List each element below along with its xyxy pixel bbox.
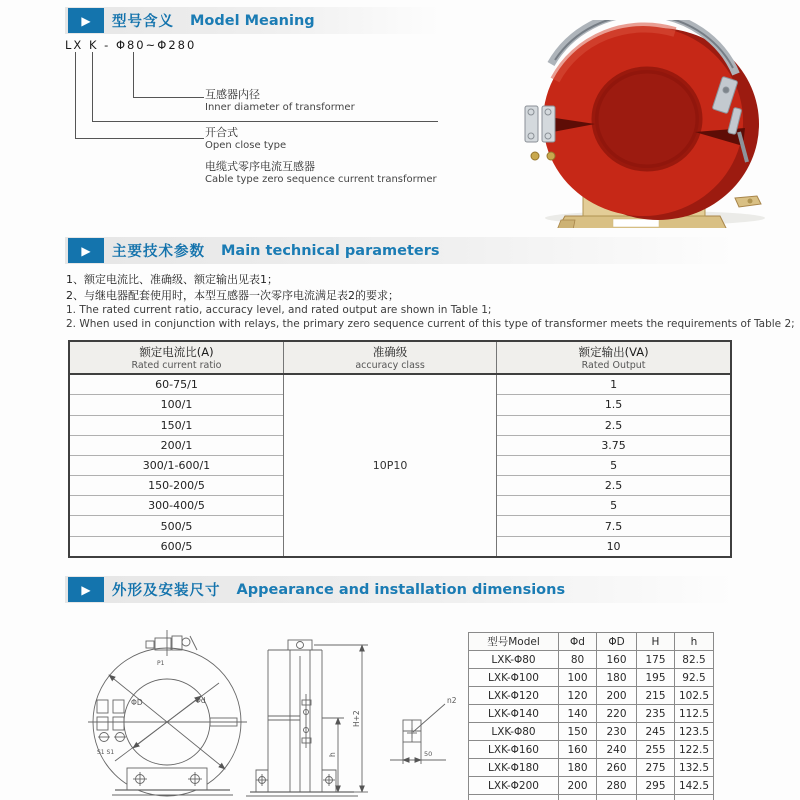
detail-dim-label: 50 <box>424 750 433 758</box>
section-title-zh: 主要技术参数 <box>112 244 205 260</box>
dimension-cell: 200 <box>597 687 637 705</box>
table2-row <box>469 723 714 741</box>
side-view-drawing <box>246 640 368 796</box>
table2-header-row <box>469 633 714 651</box>
ratio-cell: 100/1 <box>69 395 283 415</box>
detail-label: n2 <box>447 696 457 705</box>
section-header-model-meaning <box>65 7 440 34</box>
table2-header-cell: 型号Model <box>469 633 559 651</box>
table2-row <box>469 777 714 795</box>
dimension-cell: 200 <box>559 777 597 795</box>
detail-view-drawing <box>390 704 446 764</box>
dimension-cell: 275 <box>637 759 675 777</box>
play-triangle-icon: ▶ <box>68 238 104 263</box>
dimension-cell: 180 <box>597 669 637 687</box>
section-title-zh: 外形及安装尺寸 <box>112 583 221 599</box>
ratio-cell: 200/1 <box>69 435 283 455</box>
dimension-cell: 112.5 <box>675 705 714 723</box>
dimension-cell: 92.5 <box>675 669 714 687</box>
model-label <box>205 160 437 186</box>
model-label <box>205 88 355 114</box>
dimension-cell: 280 <box>597 777 637 795</box>
output-cell: 2.5 <box>497 476 731 496</box>
section-title-en: Model Meaning <box>190 12 315 29</box>
dimension-cell <box>559 795 597 800</box>
dimension-cell: 80 <box>559 651 597 669</box>
table2-row <box>469 687 714 705</box>
dimension-cell: 230 <box>597 723 637 741</box>
dimension-cell: 150 <box>559 723 597 741</box>
model-cell: LXK-Φ160 <box>469 741 559 759</box>
dimension-cell: 120 <box>559 687 597 705</box>
model-cell: LXK-Φ100 <box>469 669 559 687</box>
dimension-cell: 82.5 <box>675 651 714 669</box>
dimension-cell <box>597 795 637 800</box>
dimension-cell: 235 <box>637 705 675 723</box>
table2-row <box>469 651 714 669</box>
section-title-zh: 型号含义 <box>112 14 174 30</box>
dimension-cell: 140 <box>559 705 597 723</box>
dimension-cell: 160 <box>597 651 637 669</box>
dimension-cell: 240 <box>597 741 637 759</box>
output-cell: 5 <box>497 455 731 475</box>
table2-header-cell: h <box>675 633 714 651</box>
header-rated-output: 额定输出(VA) Rated Output <box>497 341 731 374</box>
front-top-label: P1 <box>157 660 165 667</box>
height-dim-label: H+2 <box>352 710 361 727</box>
output-cell: 5 <box>497 496 731 516</box>
model-label-en: Open close type <box>205 140 287 151</box>
dimension-cell <box>637 795 675 800</box>
table2-header-cell: Φd <box>559 633 597 651</box>
technical-parameters-table <box>68 340 732 558</box>
header-accuracy-class: 准确级 accuracy class <box>283 341 496 374</box>
play-triangle-icon: ▶ <box>68 577 104 602</box>
inner-diameter-label: Φd <box>195 696 206 705</box>
secondary-terminals <box>525 106 555 160</box>
ratio-cell: 150/1 <box>69 415 283 435</box>
dimension-cell: 122.5 <box>675 741 714 759</box>
table2-header-cell: H <box>637 633 675 651</box>
output-cell: 1 <box>497 374 731 395</box>
dimension-cell: 255 <box>637 741 675 759</box>
model-label-zh: 开合式 <box>205 126 238 139</box>
table1-row <box>69 374 731 395</box>
dimension-cell: 142.5 <box>675 777 714 795</box>
front-view-drawing <box>88 630 247 796</box>
output-cell: 10 <box>497 536 731 557</box>
dimension-cell: 195 <box>637 669 675 687</box>
table2-row <box>469 741 714 759</box>
dimension-cell: 260 <box>597 759 637 777</box>
section-title-en: Main technical parameters <box>221 242 440 259</box>
dimension-cell: 295 <box>637 777 675 795</box>
dimension-cell: 215 <box>637 687 675 705</box>
accuracy-class-cell: 10P10 <box>283 374 496 557</box>
dimension-cell: 123.5 <box>675 723 714 741</box>
table2-row <box>469 669 714 687</box>
output-cell: 3.75 <box>497 435 731 455</box>
dimension-cell: 100 <box>559 669 597 687</box>
model-cell: LXK-Φ200 <box>469 777 559 795</box>
model-label-zh: 互感器内径 <box>205 88 260 101</box>
dimension-cell: 245 <box>637 723 675 741</box>
output-cell: 1.5 <box>497 395 731 415</box>
table2-row <box>469 705 714 723</box>
outer-diameter-label: ΦD <box>131 698 143 707</box>
ratio-cell: 60-75/1 <box>69 374 283 395</box>
output-cell: 2.5 <box>497 415 731 435</box>
ratio-cell: 600/5 <box>69 536 283 557</box>
dimension-cell: 102.5 <box>675 687 714 705</box>
dimension-drawings <box>62 616 472 800</box>
connector-line-cable-type <box>75 52 204 139</box>
model-cell: LXK-Φ120 <box>469 687 559 705</box>
dimension-cell: 220 <box>597 705 637 723</box>
section-header-technical-parameters <box>65 237 735 264</box>
dimensions-table <box>468 632 714 800</box>
ratio-cell: 300-400/5 <box>69 496 283 516</box>
model-label <box>205 126 286 152</box>
model-label-zh: 电缆式零序电流互感器 <box>205 160 315 173</box>
dimension-cell: 175 <box>637 651 675 669</box>
model-code: LX K - Φ80~Φ280 <box>65 38 197 52</box>
model-cell: LXK-Φ140 <box>469 705 559 723</box>
output-cell: 7.5 <box>497 516 731 536</box>
ratio-cell: 150-200/5 <box>69 476 283 496</box>
dimension-cell: 160 <box>559 741 597 759</box>
ratio-cell: 500/5 <box>69 516 283 536</box>
product-photo <box>495 20 795 228</box>
table2-row <box>469 759 714 777</box>
note-en-1: 1. The rated current ratio, accuracy level, and rated output are shown in Table 1; <box>66 304 492 316</box>
note-zh-1: 1、额定电流比、准确级、额定输出见表1； <box>66 273 278 286</box>
model-label-en: Inner diameter of transformer <box>205 102 355 113</box>
table1-header-row <box>69 341 731 374</box>
section-title-en: Appearance and installation dimensions <box>236 581 566 598</box>
dimension-cell <box>469 795 559 800</box>
terminal-label: S1 S1 <box>97 749 115 756</box>
ratio-cell: 300/1-600/1 <box>69 455 283 475</box>
table2-header-cell: ΦD <box>597 633 637 651</box>
model-label-en: Cable type zero sequence current transformer <box>205 174 437 185</box>
dimension-cell: 180 <box>559 759 597 777</box>
note-en-2: 2. When used in conjunction with relays, the primary zero sequence current of this type of transformer meets the requirements of Table 2; <box>66 318 795 330</box>
section-header-dimensions <box>65 576 735 603</box>
dimension-cell: 132.5 <box>675 759 714 777</box>
model-cell: LXK-Φ180 <box>469 759 559 777</box>
dimension-cell <box>675 795 714 800</box>
note-zh-2: 2、与继电器配套使用时，本型互感器一次零序电流满足表2的要求； <box>66 289 399 302</box>
model-cell: LXK-Φ80 <box>469 651 559 669</box>
header-rated-current-ratio: 额定电流比(A) Rated current ratio <box>69 341 283 374</box>
half-height-dim-label: h <box>328 752 337 757</box>
model-cell: LXK-Φ80 <box>469 723 559 741</box>
play-triangle-icon: ▶ <box>68 8 104 33</box>
table2-row-clipped <box>469 795 714 800</box>
